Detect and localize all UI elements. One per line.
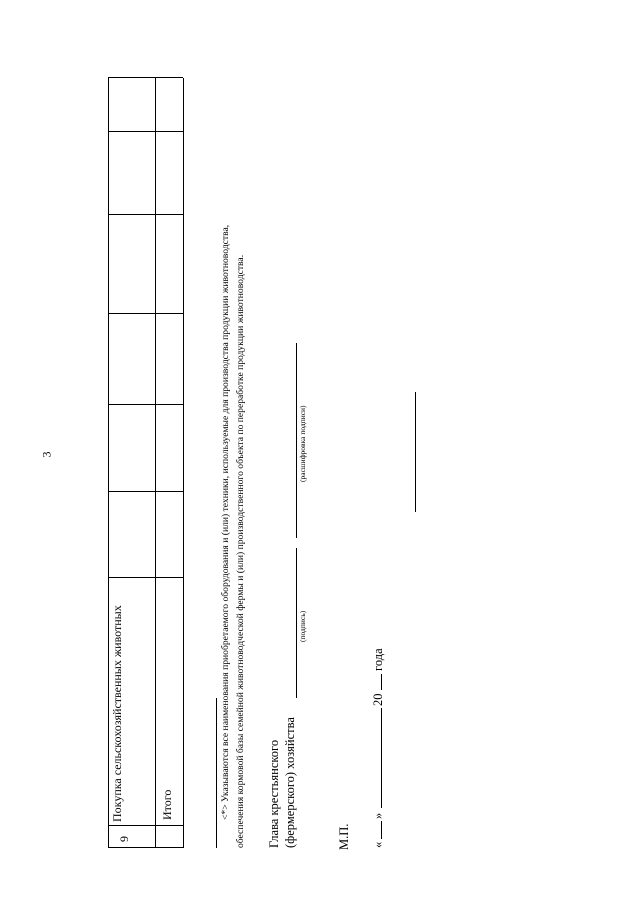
signature-line [296, 548, 297, 698]
date-day-line [381, 821, 382, 839]
page-number: 3 [39, 451, 54, 458]
table-total-label: Итого [160, 789, 174, 820]
rotated-sheet [0, 60, 640, 860]
date-year-line [381, 674, 382, 690]
date-century: 20 [371, 693, 385, 706]
blank-rule [415, 392, 416, 512]
head-title-line-1: Глава крестьянского [267, 739, 281, 848]
head-title-line-2: (фермерского) хозяйства [283, 717, 297, 848]
decode-line [296, 343, 297, 538]
footnote-line-2: обеспечения кормовой базы семейной животноводческой фермы и (или) производственного объекта по переработке продукции животноводства. [235, 254, 246, 848]
decode-caption: (расшифровка подписи) [298, 405, 307, 482]
footnote-separator [216, 698, 217, 848]
footnote-line-1: <*> Указываются все наименования приобретаемого оборудования и (или) техники, используемые для производства продукции животноводства, [220, 224, 231, 820]
date-year-word: года [371, 648, 385, 671]
signature-caption: (подпись) [298, 610, 307, 642]
date-open-quote: « [371, 841, 385, 848]
table-row-num: 9 [117, 836, 131, 842]
stamp-mark: М.П. [337, 823, 351, 850]
date-month-line [381, 708, 382, 808]
date-close-quote: » [371, 812, 385, 819]
table-row-name: Покупка сельскохозяйственных животных [110, 605, 124, 822]
